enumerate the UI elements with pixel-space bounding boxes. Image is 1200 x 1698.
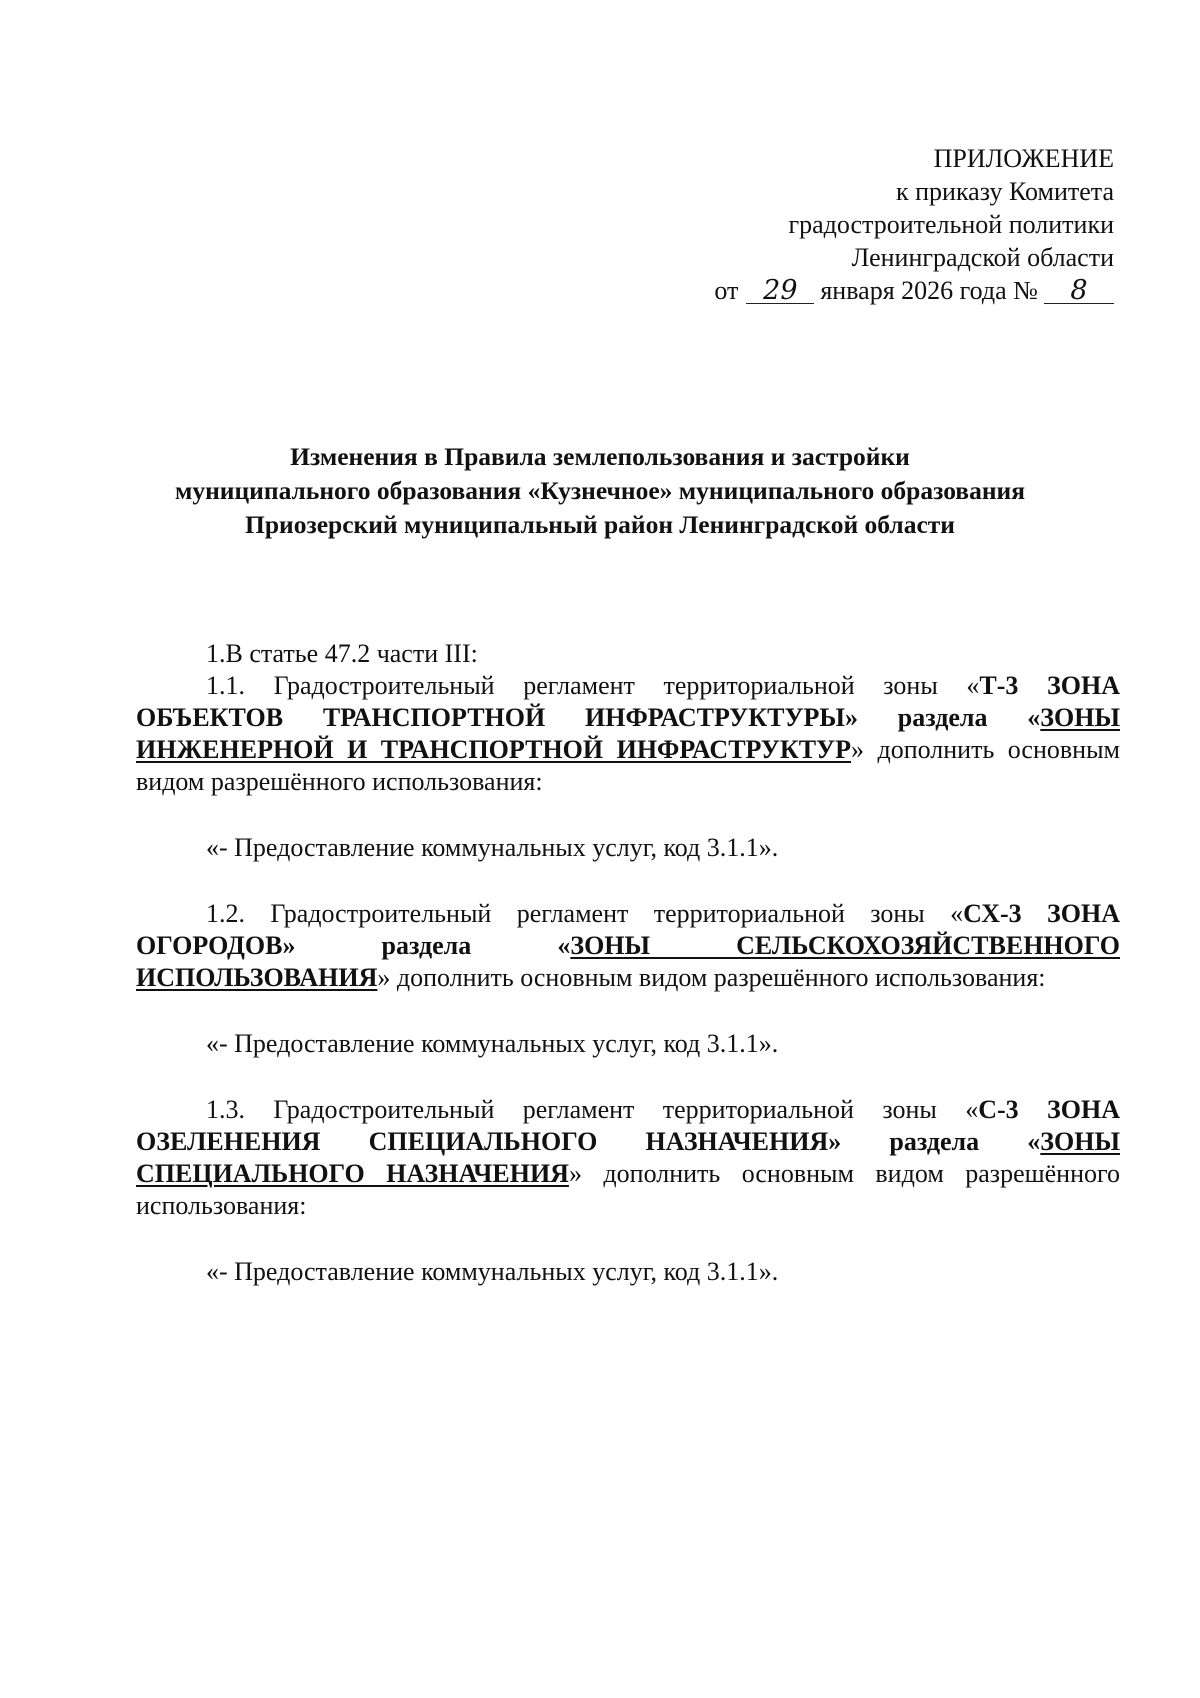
item-2-quote: «- Предоставление коммунальных услуг, код 3.1.1». xyxy=(206,1029,779,1058)
item-1-tail: » дополнить основным видом разрешённого использования: xyxy=(136,735,1121,796)
date-month-year: января 2026 года № xyxy=(820,276,1038,305)
item-3-zone: С-3 ЗОНА ОЗЕЛЕНЕНИЯ СПЕЦИАЛЬНОГО НАЗНАЧЕНИЯ xyxy=(136,1095,1120,1156)
appendix-heading: ПРИЛОЖЕНИЕ xyxy=(933,144,1114,173)
item-2-mid: » раздела « xyxy=(282,931,571,960)
title-line-3: Приозерский муниципальный район Ленинградской области xyxy=(244,510,955,539)
item-3-section: ЗОНЫ СПЕЦИАЛЬНОГО НАЗНАЧЕНИЯ xyxy=(136,1127,1120,1188)
item-3-tail: » дополнить основным видом разрешённого использования: xyxy=(136,1159,1121,1220)
item-1-paragraph xyxy=(136,670,1120,798)
spacer xyxy=(136,994,1120,1028)
spacer xyxy=(136,1222,1120,1256)
item-2-paragraph xyxy=(136,898,1120,994)
item-1-mid: » раздела « xyxy=(844,703,1041,732)
handwritten-number: 8 xyxy=(1044,279,1114,304)
item-2-lead: 1.2. Градостроительный регламент территориальной зоны « xyxy=(206,899,964,928)
date-prefix: от xyxy=(714,276,739,305)
item-1-section: ЗОНЫ ИНЖЕНЕРНОЙ И ТРАНСПОРТНОЙ ИНФРАСТРУКТУР xyxy=(136,703,1120,764)
item-3-quote: «- Предоставление коммунальных услуг, код 3.1.1». xyxy=(206,1257,779,1286)
item-2-zone: СХ-3 ЗОНА ОГОРОДОВ xyxy=(136,899,1120,960)
item-3-paragraph xyxy=(136,1094,1120,1222)
appendix-header xyxy=(714,142,1114,307)
document-body xyxy=(136,638,1120,1288)
handwritten-day: 29 xyxy=(746,279,814,304)
item-3-mid: » раздела « xyxy=(828,1127,1041,1156)
appendix-date-line xyxy=(714,274,1114,307)
document-title xyxy=(120,440,1080,542)
item-1-zone: Т-3 ЗОНА ОБЪЕКТОВ ТРАНСПОРТНОЙ ИНФРАСТРУКТУРЫ xyxy=(136,671,1120,732)
item-2-tail: » дополнить основным видом разрешённого использования: xyxy=(377,963,1046,992)
title-line-2: муниципального образования «Кузнечное» муниципального образования xyxy=(174,476,1026,505)
appendix-line-region: Ленинградской области xyxy=(851,243,1114,272)
item-1-quote: «- Предоставление коммунальных услуг, код 3.1.1». xyxy=(206,833,779,862)
spacer xyxy=(136,798,1120,832)
title-line-1: Изменения в Правила землепользования и застройки xyxy=(290,442,910,471)
intro-paragraph: 1.В статье 47.2 части III: xyxy=(206,639,478,668)
appendix-line-order: к приказу Комитета xyxy=(895,177,1114,206)
item-3-lead: 1.3. Градостроительный регламент территориальной зоны « xyxy=(206,1095,979,1124)
spacer xyxy=(136,1060,1120,1094)
item-1-lead: 1.1. Градостроительный регламент территориальной зоны « xyxy=(206,671,980,700)
appendix-line-committee: градостроительной политики xyxy=(788,210,1114,239)
spacer xyxy=(136,864,1120,898)
item-2-section: ЗОНЫ СЕЛЬСКОХОЗЯЙСТВЕННОГО ИСПОЛЬЗОВАНИЯ xyxy=(136,931,1120,992)
